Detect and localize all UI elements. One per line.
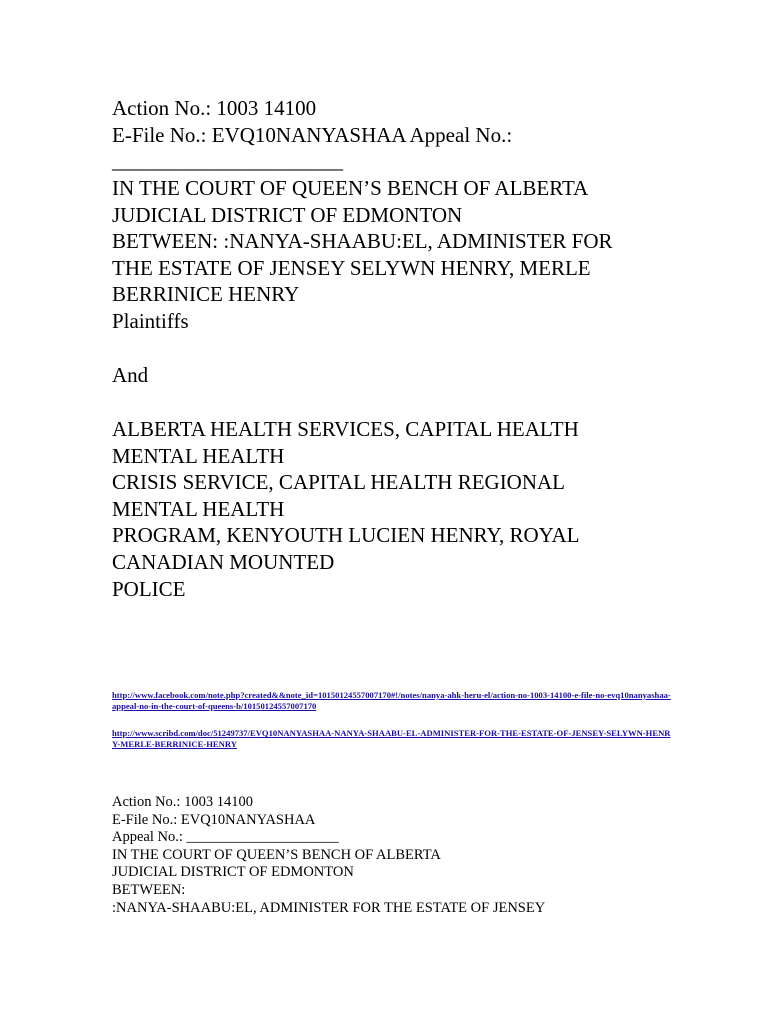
- case-header: [112, 95, 672, 175]
- plaintiff-line-2: THE ESTATE OF JENSEY SELYWN HENRY, MERLE: [112, 255, 591, 280]
- repeat-between: BETWEEN:: [112, 881, 186, 898]
- action-number: Action No.: 1003 14100: [112, 96, 317, 120]
- plaintiff-line-1: BETWEEN: :NANYA-SHAABU:EL, ADMINISTER FOR: [112, 229, 613, 254]
- defendants: [112, 416, 672, 602]
- reference-links: [112, 690, 672, 766]
- court-and-plaintiffs: [112, 175, 672, 335]
- repeat-appeal-number: Appeal No.: _____________________: [112, 829, 339, 846]
- appeal-blank-line: ______________________: [112, 149, 343, 174]
- efile-appeal-number: E-File No.: EVQ10NANYASHAA Appeal No.:: [112, 122, 513, 147]
- repeated-case-header: [112, 794, 672, 917]
- plaintiff-line-3: BERRINICE HENRY: [112, 282, 300, 307]
- defendant-line-4: MENTAL HEALTH: [112, 496, 285, 521]
- court-name: IN THE COURT OF QUEEN’S BENCH OF ALBERTA: [112, 176, 589, 200]
- defendant-line-1: ALBERTA HEALTH SERVICES, CAPITAL HEALTH: [112, 417, 579, 441]
- and-text: And: [112, 363, 149, 387]
- defendant-line-6: CANADIAN MOUNTED: [112, 549, 335, 574]
- repeat-plaintiff-line: :NANYA-SHAABU:EL, ADMINISTER FOR THE ESTATE OF JENSEY: [112, 899, 546, 916]
- judicial-district: JUDICIAL DISTRICT OF EDMONTON: [112, 202, 463, 227]
- plaintiffs-label: Plaintiffs: [112, 308, 189, 333]
- and-separator: [112, 362, 672, 389]
- facebook-note-link[interactable]: http://www.facebook.com/note.php?created&&note_id=10150124557007170#!/notes/nanya-ahk-heru-el/action-no-1003-14100-e-file-no-evq10nanyashaa-appeal-no-in-the-court-of-queens-b/10150124557007170: [112, 690, 671, 711]
- defendant-line-5: PROGRAM, KENYOUTH LUCIEN HENRY, ROYAL: [112, 523, 580, 548]
- defendant-line-2: MENTAL HEALTH: [112, 443, 285, 468]
- scribd-doc-link[interactable]: http://www.scribd.com/doc/51249737/EVQ10NANYASHAA-NANYA-SHAABU-EL-ADMINISTER-FOR-THE-ESTATE-OF-JENSEY-SELYWN-HENRY-MERLE-BERRINICE-HENRY: [112, 728, 671, 749]
- defendant-line-7: POLICE: [112, 576, 186, 601]
- repeat-efile-number: E-File No.: EVQ10NANYASHAA: [112, 811, 316, 828]
- repeat-action-number: Action No.: 1003 14100: [112, 794, 253, 810]
- repeat-court-name: IN THE COURT OF QUEEN’S BENCH OF ALBERTA: [112, 846, 441, 863]
- repeat-judicial-district: JUDICIAL DISTRICT OF EDMONTON: [112, 864, 354, 881]
- defendant-line-3: CRISIS SERVICE, CAPITAL HEALTH REGIONAL: [112, 470, 566, 495]
